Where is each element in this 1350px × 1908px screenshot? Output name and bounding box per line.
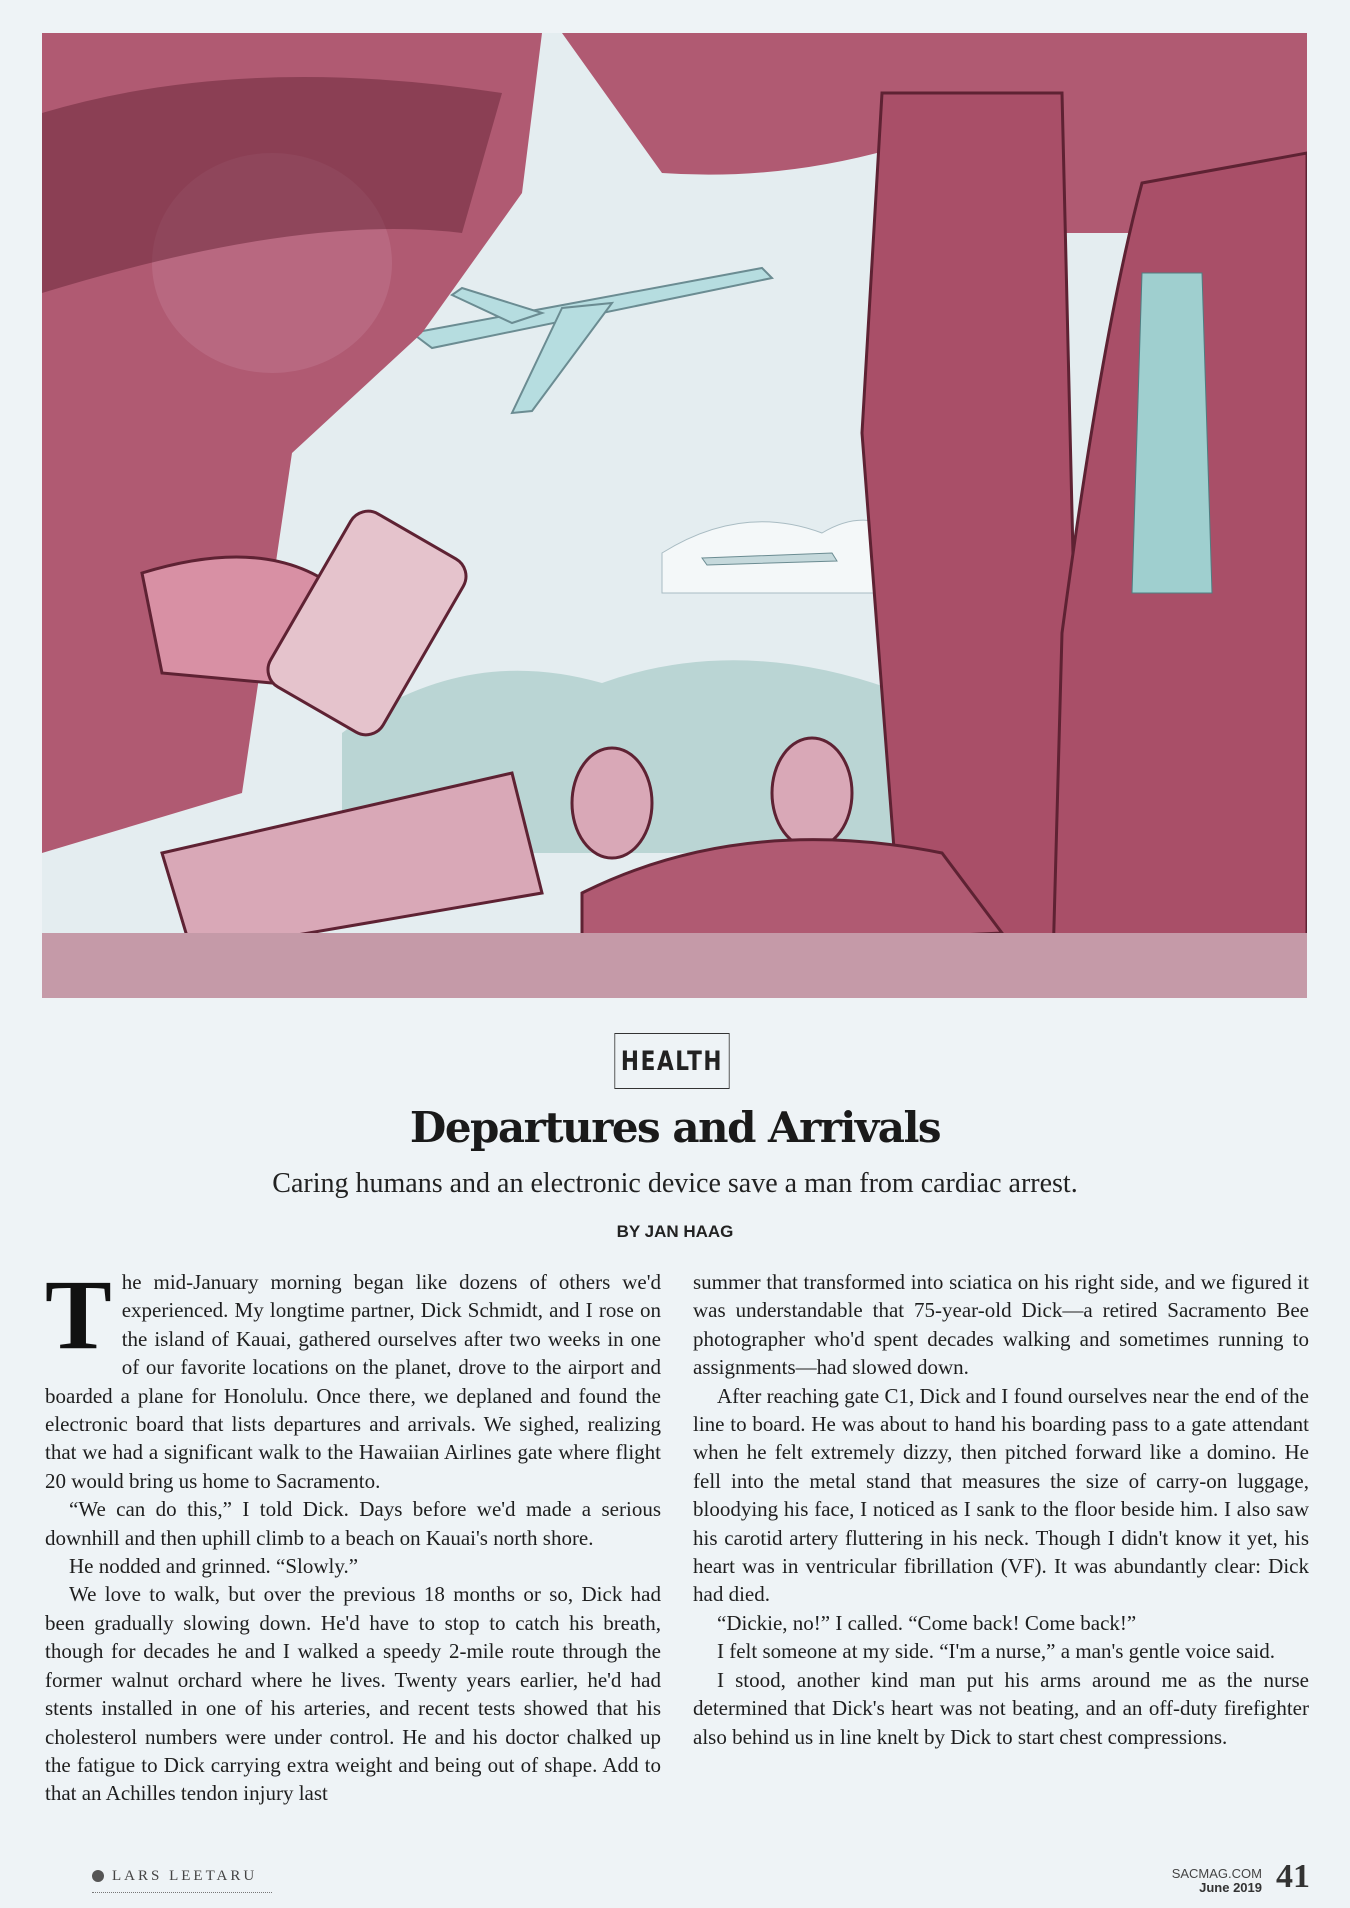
paragraph: I felt someone at my side. “I'm a nurse,” a man's gentle voice said.: [717, 1639, 1276, 1664]
article-dek: Caring humans and an electronic device save a man from cardiac arrest.: [272, 1168, 1078, 1199]
paragraph: summer that transformed into sciatica on his right side, and we figured it was understandable that 75-year-old Dick—a retired Sacramento Bee photographer who'd spent decades walking and sometimes running to assignments—had slowed down.: [693, 1270, 1309, 1380]
paragraph: I stood, another kind man put his arms around me as the nurse determined that Dick's heart was not beating, and an off-duty firefighter also behind us in line knelt by Dick to start chest compressions.: [693, 1667, 1309, 1749]
website: SACMAG.COM: [1171, 1866, 1262, 1881]
article-title: Departures and Arrivals: [409, 1103, 941, 1152]
byline: BY JAN HAAG: [616, 1222, 734, 1241]
article-illustration: [42, 33, 1307, 998]
article-column-right: [693, 1268, 1309, 1751]
paragraph: We love to walk, but over the previous 18 months or so, Dick had been gradually slowing down. He'd have to stop to catch his breath, though for decades he and I walked a speedy 2-mile route through the former walnut orchard where he lives. Twenty years earlier, he'd had stents installed in one of his arteries, and recent tests showed that his cholesterol numbers were under control. He and his doctor chalked up the fatigue to Dick carrying extra weight and being out of shape. Add to that an Achilles tendon injury last: [45, 1582, 661, 1806]
section-label: HEALTH: [614, 1033, 729, 1089]
credit-rule: [92, 1892, 272, 1893]
paragraph: He nodded and grinned. “Slowly.”: [69, 1554, 359, 1579]
paragraph: The mid-January morning began like dozens of others we'd experienced. My longtime partner, Dick Schmidt, and I rose on the island of Kauai, gathered ourselves after two weeks in one of our favorite locations on the planet, drove to the airport and boarded a plane for Honolulu. Once there, we deplaned and found the electronic board that lists departures and arrivals. We sighed, realizing that we had a significant walk to the Hawaiian Airlines gate where flight 20 would bring us home to Sacramento.: [45, 1259, 661, 1493]
paragraph: “Dickie, no!” I called. “Come back! Come back!”: [717, 1610, 1137, 1635]
issue-date: June 2019: [1199, 1880, 1262, 1895]
paragraph: After reaching gate C1, Dick and I found ourselves near the end of the line to board. He was about to hand his boarding pass to a gate attendant when he felt extremely dizzy, then pitched forward like a domino. He fell into the metal stand that measures the size of carry-on luggage, bloodying his face, I noticed as I sank to the floor beside him. I also saw his carotid artery fluttering in his neck. Though I didn't know it yet, his heart was in ventricular fibrillation (VF). It was abundantly clear: Dick had died.: [693, 1383, 1309, 1607]
illustrator-credit: LARS LEETARU: [112, 1868, 258, 1884]
drop-cap: T: [45, 1259, 112, 1370]
camera-icon: [92, 1870, 104, 1882]
page-number: 41: [1276, 1858, 1310, 1895]
paragraph: “We can do this,” I told Dick. Days before we'd made a serious downhill and then uphill climb to a beach on Kauai's north shore.: [45, 1497, 661, 1550]
article-column-left: [45, 1259, 661, 1808]
